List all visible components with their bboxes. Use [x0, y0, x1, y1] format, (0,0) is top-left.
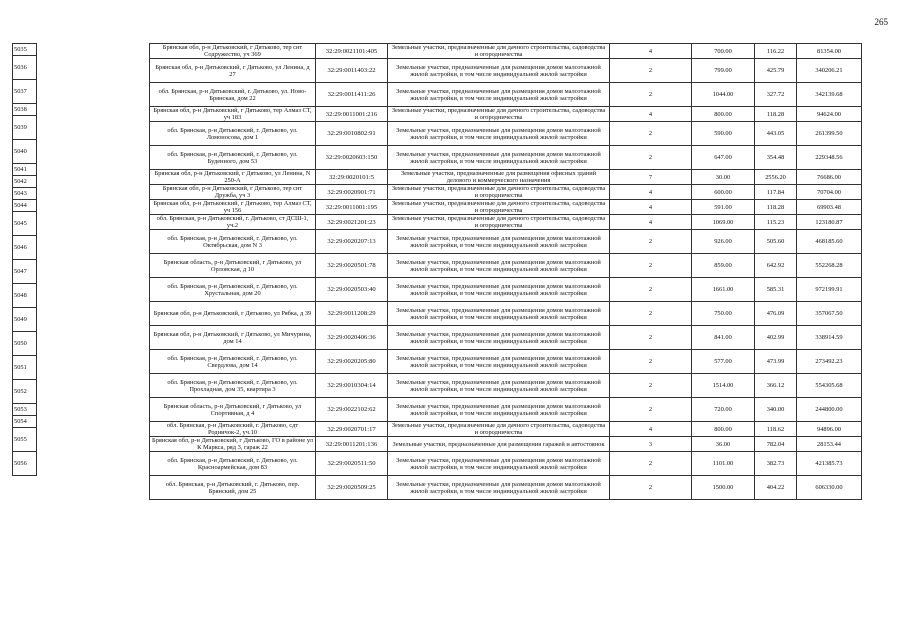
rate-cell: 476.09: [755, 302, 797, 326]
table-row: [13, 140, 37, 164]
cadastral-value-cell: 357067.50: [797, 302, 862, 326]
address-cell: Брянская обл, р-н Дятьковский, г Дятьково, ул Рябка, д 39: [150, 302, 316, 326]
row-id: 5052: [13, 380, 37, 404]
cadastral-value-cell: 229348.56: [797, 146, 862, 170]
table-row: [13, 452, 37, 476]
cadastral-number-cell: 32:29:0020509:25: [316, 476, 388, 500]
row-id: 5041: [13, 164, 37, 176]
cadastral-value-cell: 421385.73: [797, 452, 862, 476]
row-id: 5046: [13, 236, 37, 260]
table-row: [13, 332, 37, 356]
table-row: [150, 200, 862, 215]
rate-cell: 402.99: [755, 326, 797, 350]
address-cell: обл. Брянская, р-н Дятьковский, г. Дятьково, сдт Родничок-2, уч.10: [150, 422, 316, 437]
row-id: 5044: [13, 200, 37, 212]
rate-cell: 585.31: [755, 278, 797, 302]
cadastral-value-cell: 273492.23: [797, 350, 862, 374]
table-row: [150, 278, 862, 302]
table-row: [150, 374, 862, 398]
area-cell: 590.00: [692, 122, 755, 146]
cadastral-number-cell: 32:29:0011001:216: [316, 107, 388, 122]
rate-cell: 443.05: [755, 122, 797, 146]
table-row: [150, 59, 862, 83]
cadastral-number-cell: 32:29:0020101:5: [316, 170, 388, 185]
cadastral-value-cell: 972199.91: [797, 278, 862, 302]
row-id: 5039: [13, 116, 37, 140]
area-cell: 926.00: [692, 230, 755, 254]
rate-cell: 327.72: [755, 83, 797, 107]
cadastral-value-cell: 69903.48: [797, 200, 862, 215]
category-cell: 4: [610, 422, 692, 437]
land-use-cell: Земельные участки, предназначенные для размещения домов малоэтажной жилой застройки, в том числе индивидуальной жилой застройки: [388, 326, 610, 350]
land-parcels-table: [149, 43, 862, 500]
row-id: 5040: [13, 140, 37, 164]
category-cell: 4: [610, 185, 692, 200]
area-cell: 799.00: [692, 59, 755, 83]
table-row: [150, 146, 862, 170]
category-cell: 2: [610, 278, 692, 302]
rate-cell: 2556.20: [755, 170, 797, 185]
address-cell: обл. Брянская, р-н Дятьковский, г. Дятьково, пер. Брянский, дом 25: [150, 476, 316, 500]
table-row: [150, 476, 862, 500]
rate-cell: 354.48: [755, 146, 797, 170]
cadastral-number-cell: 32:29:0020901:71: [316, 185, 388, 200]
land-use-cell: Земельные участки, предназначенные для дачного строительства, садоводства и огородничества: [388, 422, 610, 437]
cadastral-value-cell: 552268.28: [797, 254, 862, 278]
category-cell: 4: [610, 200, 692, 215]
cadastral-value-cell: 28153.44: [797, 437, 862, 452]
area-cell: 1101.00: [692, 452, 755, 476]
category-cell: 2: [610, 146, 692, 170]
cadastral-value-cell: 340206.21: [797, 59, 862, 83]
table-row: [13, 404, 37, 416]
row-id: 5035: [13, 44, 37, 56]
cadastral-number-cell: 32:29:0020207:13: [316, 230, 388, 254]
area-cell: 1069.00: [692, 215, 755, 230]
table-row: [150, 350, 862, 374]
rate-cell: 116.22: [755, 44, 797, 59]
rate-cell: 473.99: [755, 350, 797, 374]
rate-cell: 505.60: [755, 230, 797, 254]
area-cell: 800.00: [692, 107, 755, 122]
rate-cell: 366.12: [755, 374, 797, 398]
cadastral-number-cell: 32:29:0020701:17: [316, 422, 388, 437]
category-cell: 2: [610, 83, 692, 107]
table-row: [150, 122, 862, 146]
category-cell: 2: [610, 122, 692, 146]
table-row: [150, 398, 862, 422]
table-row: [13, 260, 37, 284]
table-row: [13, 236, 37, 260]
cadastral-number-cell: 32:29:0011001:195: [316, 200, 388, 215]
area-cell: 30.00: [692, 170, 755, 185]
land-use-cell: Земельные участки, предназначенные для размещения гаражей и автостоянок: [388, 437, 610, 452]
cadastral-value-cell: 554305.68: [797, 374, 862, 398]
cadastral-number-cell: 32:29:0020511:50: [316, 452, 388, 476]
table-row: [150, 230, 862, 254]
cadastral-number-cell: 32:29:0020406:36: [316, 326, 388, 350]
rate-cell: 118.28: [755, 107, 797, 122]
land-use-cell: Земельные участки, предназначенные для дачного строительства, садоводства и огородничества: [388, 215, 610, 230]
row-id: 5054: [13, 416, 37, 428]
address-cell: Брянская обл, р-н Дятьковский, г Дятьково, тер снт Дружба, уч 3: [150, 185, 316, 200]
table-row: [13, 176, 37, 188]
category-cell: 2: [610, 374, 692, 398]
cadastral-number-cell: 32:29:0020205:80: [316, 350, 388, 374]
land-use-cell: Земельные участки, предназначенные для размещения домов малоэтажной жилой застройки, в том числе индивидуальной жилой застройки: [388, 350, 610, 374]
table-row: [13, 116, 37, 140]
table-row: [150, 107, 862, 122]
area-cell: 1514.00: [692, 374, 755, 398]
address-cell: Брянская обл, р-н Дятьковский, г Дятьково, ул Ленина, N 250-А: [150, 170, 316, 185]
address-cell: обл. Брянская, р-н Дятьковский, г. Дятьково, ул. Ново-Брянская, дом 22: [150, 83, 316, 107]
category-cell: 4: [610, 107, 692, 122]
cadastral-value-cell: 94896.00: [797, 422, 862, 437]
address-cell: обл. Брянская, р-н Дятьковский, г. Дятьково, ул. Октябрьская, дом N 3: [150, 230, 316, 254]
land-use-cell: Земельные участки, предназначенные для размещения домов малоэтажной жилой застройки, в том числе индивидуальной жилой застройки: [388, 146, 610, 170]
address-cell: обл. Брянская, р-н Дятьковский, г. Дятьково, ул. Прохладная, дом 35, квартира 3: [150, 374, 316, 398]
cadastral-number-cell: 32:29:0021201:23: [316, 215, 388, 230]
row-id: 5037: [13, 80, 37, 104]
category-cell: 2: [610, 398, 692, 422]
area-cell: 750.00: [692, 302, 755, 326]
row-id: 5051: [13, 356, 37, 380]
rate-cell: 115.23: [755, 215, 797, 230]
cadastral-number-cell: 32:29:0020603:150: [316, 146, 388, 170]
rate-cell: 404.22: [755, 476, 797, 500]
table-row: [13, 200, 37, 212]
category-cell: 2: [610, 350, 692, 374]
cadastral-value-cell: 468185.60: [797, 230, 862, 254]
cadastral-value-cell: 244800.00: [797, 398, 862, 422]
table-row: [150, 437, 862, 452]
address-cell: обл. Брянская, р-н Дятьковский, г. Дятьково, ул. Хрустальная, дом 20: [150, 278, 316, 302]
table-row: [150, 170, 862, 185]
area-cell: 1044.00: [692, 83, 755, 107]
category-cell: 4: [610, 44, 692, 59]
cadastral-value-cell: 606330.00: [797, 476, 862, 500]
address-cell: обл. Брянская, р-н Дятьковский, г. Дятьково, ул. Свердлова, дом 14: [150, 350, 316, 374]
category-cell: 3: [610, 437, 692, 452]
category-cell: 4: [610, 215, 692, 230]
land-use-cell: Земельные участки, предназначенные для размещения домов малоэтажной жилой застройки, в том числе индивидуальной жилой застройки: [388, 230, 610, 254]
area-cell: 700.00: [692, 44, 755, 59]
address-cell: Брянская обл, р-н Дятьковский, г Дятьково, тер снт Содружество, уч 369: [150, 44, 316, 59]
cadastral-value-cell: 261399.50: [797, 122, 862, 146]
land-use-cell: Земельные участки, предназначенные для размещения домов малоэтажной жилой застройки, в том числе индивидуальной жилой застройки: [388, 83, 610, 107]
area-cell: 600.00: [692, 185, 755, 200]
row-id: 5048: [13, 284, 37, 308]
cadastral-number-cell: 32:29:0021101:405: [316, 44, 388, 59]
cadastral-number-cell: 32:29:0011411:26: [316, 83, 388, 107]
land-use-cell: Земельные участки, предназначенные для дачного строительства, садоводства и огородничества: [388, 107, 610, 122]
land-use-cell: Земельные участки, предназначенные для размещения домов малоэтажной жилой застройки, в том числе индивидуальной жилой застройки: [388, 374, 610, 398]
row-id: 5043: [13, 188, 37, 200]
area-cell: 841.00: [692, 326, 755, 350]
rate-cell: 382.73: [755, 452, 797, 476]
cadastral-value-cell: 81354.00: [797, 44, 862, 59]
address-cell: Брянская область, р-н Дятьковский, г Дятьково, ул Орловская, д 10: [150, 254, 316, 278]
category-cell: 2: [610, 59, 692, 83]
table-row: [150, 83, 862, 107]
cadastral-number-cell: 32:29:0020503:40: [316, 278, 388, 302]
area-cell: 1661.00: [692, 278, 755, 302]
rate-cell: 118.28: [755, 200, 797, 215]
cadastral-number-cell: 32:29:0011201:136: [316, 437, 388, 452]
table-row: [150, 422, 862, 437]
address-cell: Брянская область, р-н Дятьковский, г Дятьково, ул Спортивная, д 4: [150, 398, 316, 422]
land-use-cell: Земельные участки, предназначенные для размещения домов малоэтажной жилой застройки, в том числе индивидуальной жилой застройки: [388, 452, 610, 476]
cadastral-number-cell: 32:29:0020501:78: [316, 254, 388, 278]
cadastral-value-cell: 342139.68: [797, 83, 862, 107]
row-id-column: [12, 43, 37, 476]
cadastral-number-cell: 32:29:0010802:91: [316, 122, 388, 146]
table-row: [150, 185, 862, 200]
table-row: [150, 215, 862, 230]
address-cell: обл. Брянская, р-н Дятьковский, г. Дятьково, ул. Буденного, дом 53: [150, 146, 316, 170]
table-row: [13, 308, 37, 332]
table-row: [13, 284, 37, 308]
row-id: 5055: [13, 428, 37, 452]
cadastral-number-cell: 32:29:0011403:22: [316, 59, 388, 83]
land-use-cell: Земельные участки, предназначенные для размещения домов малоэтажной жилой застройки, в том числе индивидуальной жилой застройки: [388, 278, 610, 302]
row-id: 5042: [13, 176, 37, 188]
area-cell: 720.00: [692, 398, 755, 422]
area-cell: 577.00: [692, 350, 755, 374]
category-cell: 2: [610, 476, 692, 500]
cadastral-value-cell: 70704.00: [797, 185, 862, 200]
rate-cell: 642.92: [755, 254, 797, 278]
rate-cell: 118.62: [755, 422, 797, 437]
cadastral-value-cell: 94624.00: [797, 107, 862, 122]
address-cell: Брянская обл, р-н Дятьковский, г Дятьково, ул Мичурина, дом 14: [150, 326, 316, 350]
address-cell: обл. Брянская, р-н Дятьковский, г. Дятьково, ст ДСШ-1, уч.2: [150, 215, 316, 230]
cadastral-value-cell: 76686.00: [797, 170, 862, 185]
table-row: [13, 356, 37, 380]
land-use-cell: Земельные участки, предназначенные для размещения домов малоэтажной жилой застройки, в том числе индивидуальной жилой застройки: [388, 59, 610, 83]
address-cell: Брянская обл, р-н Дятьковский, г Дятьково, тер Алмаз СТ, уч 156: [150, 200, 316, 215]
category-cell: 2: [610, 326, 692, 350]
table-row: [13, 428, 37, 452]
cadastral-number-cell: 32:29:0010304:14: [316, 374, 388, 398]
area-cell: 647.00: [692, 146, 755, 170]
table-row: [13, 212, 37, 236]
land-use-cell: Земельные участки, предназначенные для размещения домов малоэтажной жилой застройки, в том числе индивидуальной жилой застройки: [388, 476, 610, 500]
cadastral-number-cell: 32:29:0011208:29: [316, 302, 388, 326]
cadastral-value-cell: 338914.59: [797, 326, 862, 350]
address-cell: Брянская обл, р-н Дятьковский, г Дятьково, ул Ленина, д 27: [150, 59, 316, 83]
area-cell: 1500.00: [692, 476, 755, 500]
address-cell: обл. Брянская, р-н Дятьковский, г. Дятьково, ул. Красноармейская, дом 83: [150, 452, 316, 476]
category-cell: 2: [610, 452, 692, 476]
category-cell: 2: [610, 254, 692, 278]
address-cell: Брянская обл, р-н Дятьковский, г Дятьково, тер Алмаз СТ, уч 183: [150, 107, 316, 122]
land-use-cell: Земельные участки, предназначенные для размещения офисных зданий делового и коммерческого назначения: [388, 170, 610, 185]
row-id: 5038: [13, 104, 37, 116]
category-cell: 7: [610, 170, 692, 185]
table-row: [13, 80, 37, 104]
land-use-cell: Земельные участки, предназначенные для размещения домов малоэтажной жилой застройки, в том числе индивидуальной жилой застройки: [388, 122, 610, 146]
table-row: [150, 326, 862, 350]
row-id: 5036: [13, 56, 37, 80]
table-row: [150, 452, 862, 476]
area-cell: 36.00: [692, 437, 755, 452]
area-cell: 591.00: [692, 200, 755, 215]
row-id: 5056: [13, 452, 37, 476]
table-row: [13, 380, 37, 404]
rate-cell: 117.84: [755, 185, 797, 200]
row-id: 5047: [13, 260, 37, 284]
table-row: [150, 44, 862, 59]
cadastral-number-cell: 32:29:0022102:62: [316, 398, 388, 422]
area-cell: 859.00: [692, 254, 755, 278]
row-id: 5045: [13, 212, 37, 236]
table-row: [13, 164, 37, 176]
rate-cell: 782.04: [755, 437, 797, 452]
rate-cell: 340.00: [755, 398, 797, 422]
table-row: [13, 56, 37, 80]
land-use-cell: Земельные участки, предназначенные для размещения домов малоэтажной жилой застройки, в том числе индивидуальной жилой застройки: [388, 254, 610, 278]
address-cell: обл. Брянская, р-н Дятьковский, г. Дятьково, ул. Ломоносова, дом 1: [150, 122, 316, 146]
row-id: 5050: [13, 332, 37, 356]
table-row: [13, 44, 37, 56]
land-use-cell: Земельные участки, предназначенные для дачного строительства, садоводства и огородничества: [388, 44, 610, 59]
land-use-cell: Земельные участки, предназначенные для дачного строительства, садоводства и огородничества: [388, 185, 610, 200]
land-use-cell: Земельные участки, предназначенные для размещения домов малоэтажной жилой застройки, в том числе индивидуальной жилой застройки: [388, 398, 610, 422]
row-id: 5053: [13, 404, 37, 416]
row-id: 5049: [13, 308, 37, 332]
page-number: 265: [874, 17, 888, 27]
category-cell: 2: [610, 230, 692, 254]
table-row: [150, 254, 862, 278]
table-row: [13, 416, 37, 428]
rate-cell: 425.79: [755, 59, 797, 83]
cadastral-value-cell: 123180.87: [797, 215, 862, 230]
land-use-cell: Земельные участки, предназначенные для размещения домов малоэтажной жилой застройки, в том числе индивидуальной жилой застройки: [388, 302, 610, 326]
land-use-cell: Земельные участки, предназначенные для дачного строительства, садоводства и огородничества: [388, 200, 610, 215]
table-row: [13, 188, 37, 200]
table-row: [150, 302, 862, 326]
category-cell: 2: [610, 302, 692, 326]
area-cell: 800.00: [692, 422, 755, 437]
address-cell: Брянская обл, р-н Дятьковский, г Дятьково, ГО в районе ул К Маркса, ряд 3, гараж 22: [150, 437, 316, 452]
table-row: [13, 104, 37, 116]
